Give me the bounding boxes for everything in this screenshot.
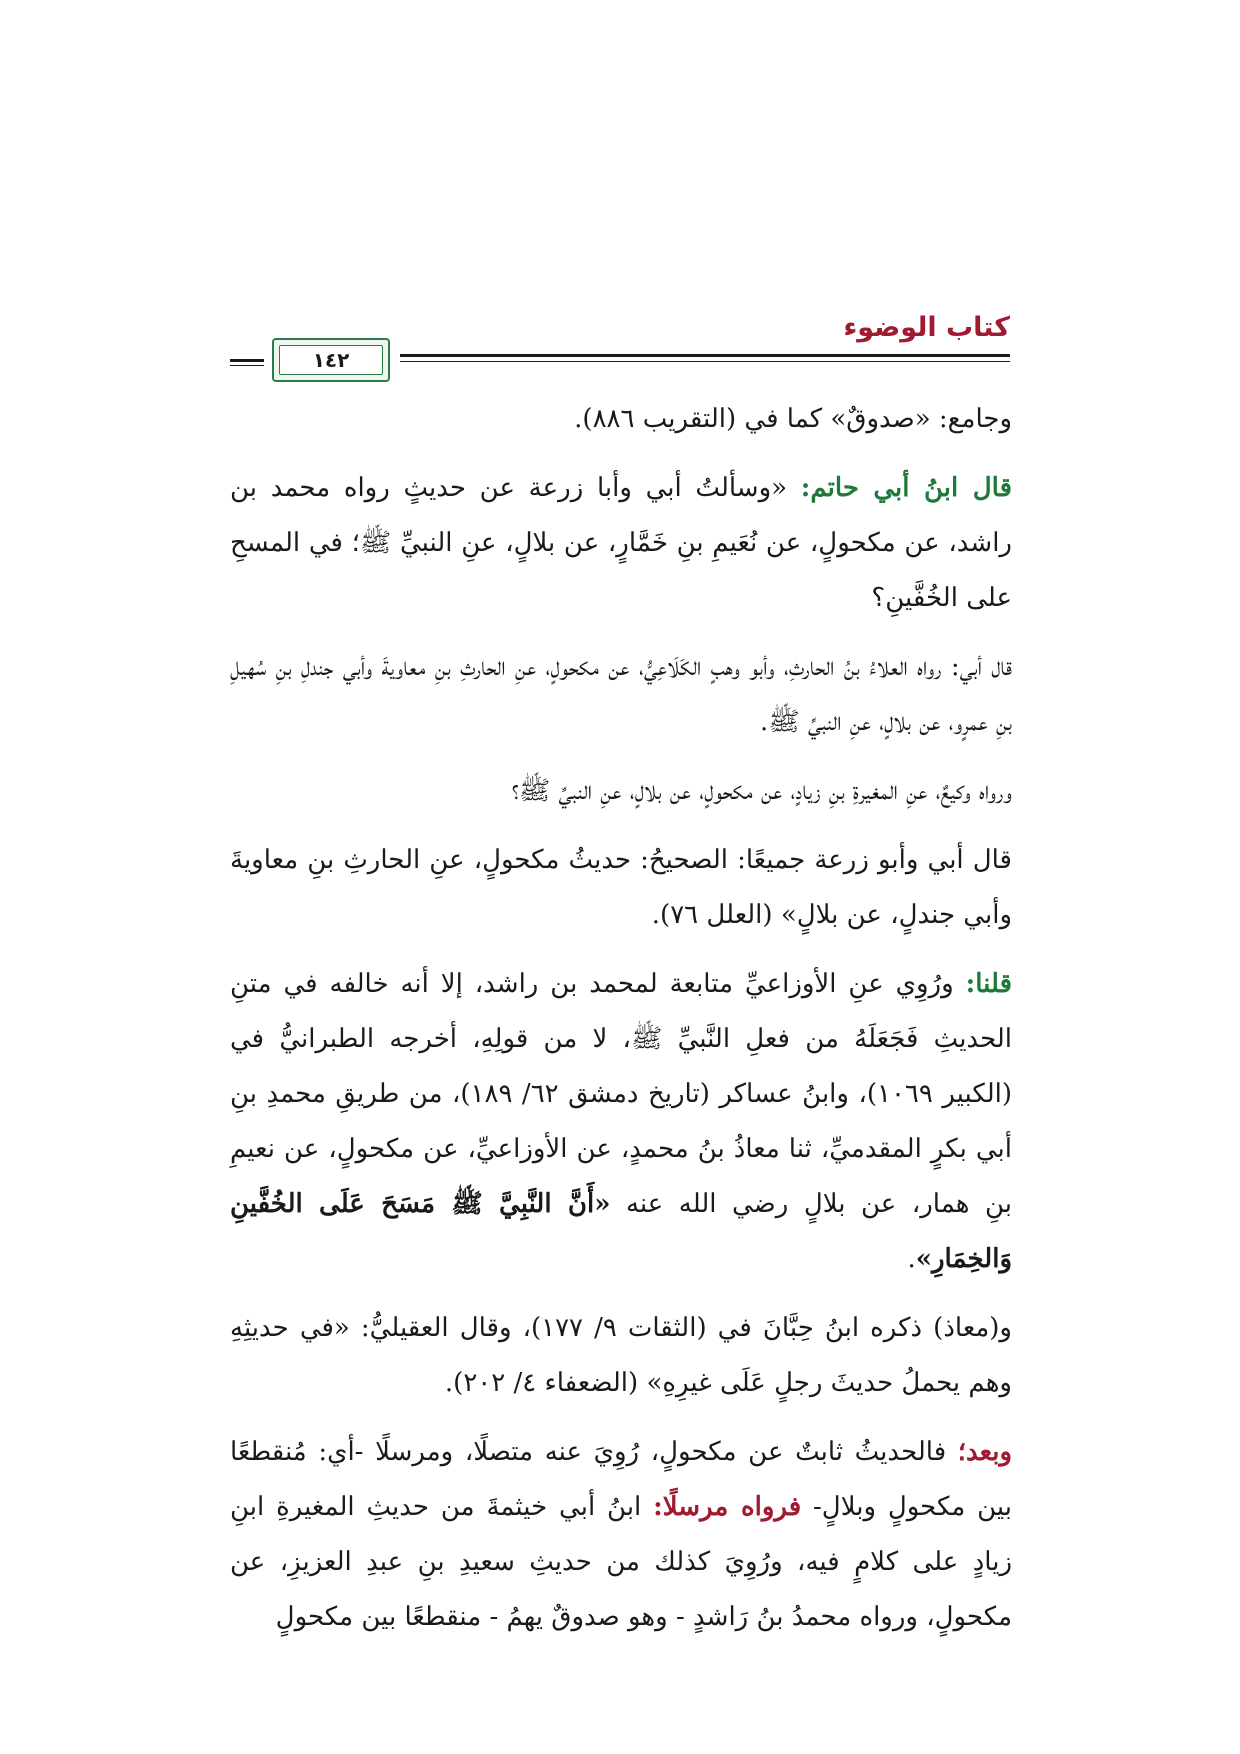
page-number: ١٤٢ xyxy=(312,348,350,372)
paragraph-text: ورُوِي عنِ الأوزاعيِّ متابعة لمحمد بن راشد، إلا أنه خالفه في متنِ الحديثِ فَجَعَلَهُ من فعلِ النَّبيِّ ﷺ، لا من قولِهِ، أخرجه الطبرانيُّ في (الكبير ١٠٦٩)، وابنُ عساكر (تاريخ دمشق ٦٢/ ١٨٩)، من طريقِ محمدِ بنِ أبي بكرٍ المقدميِّ، ثنا معاذُ بنُ محمدٍ، عن الأوزاعيِّ، عن مكحولٍ، عن نعيمِ بنِ همار، عن بلالٍ رضي الله عنه xyxy=(230,969,1013,1219)
paragraph-tail: . xyxy=(907,1244,916,1274)
paragraph xyxy=(230,957,1012,1287)
header-rule xyxy=(400,354,1010,357)
paragraph-tail: ابنُ أبي خيثمةَ من حديثِ المغيرةِ ابنِ زيادٍ على كلامٍ فيه، ورُوِيَ كذلك من حديثِ سعيدِ بنِ عبدِ العزيزِ، عن مكحولٍ، ورواه محمدُ بنُ رَاشدٍ - وهو صدوقٌ يهمُ - منقطعًا بين مكحولٍ xyxy=(230,1492,1012,1632)
paragraph-text: قال أبي وأبو زرعة جميعًا: الصحيحُ: حديثُ مكحولٍ، عنِ الحارثِ بنِ معاويةَ وأبي جندلٍ، عن بلالٍ» (العلل ٧٦). xyxy=(230,845,1012,930)
paragraph-text: قال أبي: رواه العلاءُ بنُ الحارثِ، وأبو وهبٍ الكَلَاعِيُّ، عن مكحولٍ، عنِ الحارثِ بنِ معاويةَ وأبي جندلِ بنِ سُهيلِ بنِ عمرٍو، عن بلالٍ، عنِ النبيِّ ﷺ. xyxy=(230,652,1012,737)
paragraph-text: «وسألتُ أبي وأبا زرعة عن حديثٍ رواه محمد بن راشد، عن مكحولٍ، عن نُعَيمِ بنِ خَمَّارٍ، عن بلالٍ، عنِ النبيِّ ﷺ؛ في المسحِ على الخُفَّينِ؟ xyxy=(230,473,1012,613)
paragraph xyxy=(230,1301,1012,1411)
paragraph xyxy=(230,640,1012,750)
header-rule-left-thin xyxy=(230,365,264,366)
paragraph-lead: وبعد؛ xyxy=(957,1437,1012,1467)
paragraph-text: وجامع: «صدوقٌ» كما في (التقريب ٨٨٦). xyxy=(574,404,1012,434)
paragraph xyxy=(230,833,1012,943)
paragraph xyxy=(230,461,1012,626)
header-rule-thin xyxy=(400,361,1010,362)
paragraph-text: فالحديثُ ثابتٌ عن مكحولٍ، رُوِيَ عنه متصلًا، ومرسلًا -أي: مُنقطعًا بين مكحولٍ وبلالٍ- xyxy=(230,1437,1012,1522)
paragraph-text: ورواه وكيعٌ، عنِ المغيرةِ بنِ زيادٍ، عن مكحولٍ، عن بلالٍ، عنِ النبيِّ ﷺ؟ xyxy=(511,776,1012,806)
header-rule-left xyxy=(230,359,264,362)
paragraph xyxy=(230,392,1012,447)
page-header xyxy=(230,312,1010,390)
running-title: كتاب الوضوء xyxy=(843,312,1010,343)
page-body xyxy=(230,392,1012,1659)
hadith-quote: «أَنَّ النَّبِيَّ ﷺ مَسَحَ عَلَى الخُفَّينِ وَالخِمَارِ» xyxy=(230,1189,1012,1274)
paragraph xyxy=(230,764,1012,819)
paragraph-lead: قال ابنُ أبي حاتم: xyxy=(800,473,1012,503)
paragraph-lead-secondary: فرواه مرسلًا: xyxy=(653,1492,802,1522)
page-number-badge xyxy=(272,338,390,382)
paragraph-text: و(معاذ) ذكره ابنُ حِبَّانَ في (الثقات ٩/ ١٧٧)، وقال العقيليُّ: «في حديثِهِ وهم يحملُ حديثَ رجلٍ عَلَى غيرِهِ» (الضعفاء ٤/ ٢٠٢). xyxy=(230,1313,1012,1398)
paragraph xyxy=(230,1425,1012,1645)
paragraph-lead: قلنا: xyxy=(965,969,1012,999)
